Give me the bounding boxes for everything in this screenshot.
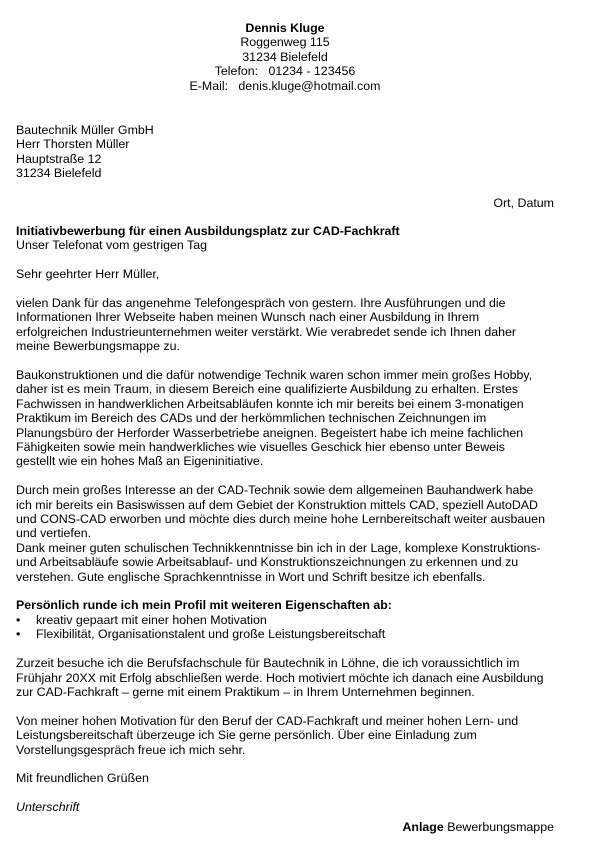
text-line: Vorstellungsgespräch freue ich mich sehr. <box>16 742 246 757</box>
text-line: Baukonstruktionen und die dafür notwendige Technik waren schon immer mein großes Hobby, <box>16 368 533 383</box>
recipient-company: Bautechnik Müller GmbH <box>16 123 154 137</box>
enclosure-label: Anlage <box>402 820 444 834</box>
subject-line: Initiativbewerbung für einen Ausbildungsplatz zur CAD-Fachkraft <box>16 224 400 238</box>
salutation: Sehr geehrter Herr Müller, <box>16 267 160 282</box>
paragraph-5 <box>16 714 556 757</box>
text-line: Leistungsbereitschaft überzeuge ich Sie gerne persönlich. Über eine Einladung zum <box>16 728 477 743</box>
text-line: Durch mein großes Interesse an der CAD-Technik sowie dem allgemeinen Bauhandwerk habe <box>16 483 534 498</box>
text-line: Informationen Ihrer Webseite haben meinen Wunsch nach einer Ausbildung in Ihrem <box>16 310 480 325</box>
text-line: meine Bewerbungsmappe zu. <box>16 339 180 354</box>
paragraph-4 <box>16 656 556 699</box>
text-line: daher ist es mein Traum, in diesem Bereich eine qualifizierte Ausbildung zu erhalten. Erstes <box>16 382 519 397</box>
text-line: Fachwissen in handwerklichen Arbeitsabläufen konnte ich mir bereits bei einem 3-monatigen <box>16 396 524 411</box>
text-line: Zurzeit besuche ich die Berufsfachschule für Bautechnik in Löhne, die ich voraussichtlich im <box>16 656 520 671</box>
sender-block <box>0 21 570 93</box>
text-line: zur CAD-Fachkraft – gerne mit einem Praktikum – in Ihrem Unternehmen beginnen. <box>16 684 475 699</box>
list-item <box>16 627 556 641</box>
sender-street: Roggenweg 115 <box>240 35 330 50</box>
closing: Mit freundlichen Grüßen <box>16 771 149 786</box>
bullet-icon: • <box>16 612 21 627</box>
text-line: Planungsbüro der Herforder Wasserbetriebe aneignen. Begeistert habe ich meine fachlichen <box>16 425 524 440</box>
enclosure-line <box>402 820 554 834</box>
enclosure-value: Bewerbungsmappe <box>447 820 554 834</box>
text-line: und vertiefen. <box>16 526 92 541</box>
text-line: verstehen. Gute englische Sprachkenntnisse in Wort und Schrift besitze ich ebenfalls. <box>16 569 486 584</box>
paragraph-3 <box>16 483 556 584</box>
sender-name: Dennis Kluge <box>245 21 325 35</box>
list-item-text: Flexibilität, Organisationstalent und große Leistungsbereitschaft <box>36 627 386 642</box>
sender-email: E-Mail: denis.kluge@hotmail.com <box>189 78 381 93</box>
recipient-person: Herr Thorsten Müller <box>16 137 130 152</box>
text-line: und CONS-CAD erworben und möchte dies durch meine hohe Lernbereitschaft weiter ausbauen <box>16 512 545 527</box>
reference-line: Unser Telefonat vom gestrigen Tag <box>16 238 208 253</box>
recipient-city: 31234 Bielefeld <box>16 166 102 181</box>
list-item <box>16 613 556 627</box>
paragraph-2 <box>16 368 556 469</box>
list-item-text: kreativ gepaart mit einer hohen Motivation <box>36 612 267 627</box>
text-line: gestellt wie ein hohes Maß an Eigeninitiative. <box>16 454 264 469</box>
bullet-icon: • <box>16 627 21 642</box>
text-line: ich mir bereits ein Basiswissen auf dem Gebiet der Konstruktion mittels CAD, speziell AutoDAD <box>16 497 538 512</box>
text-line: Praktikum im Bereich des CADs und der herkömmlichen technischen Zeichnungen im <box>16 411 487 426</box>
text-line: erfolgreichen Industrieunternehmen weiter verstärkt. Wie verabredet sende ich Ihnen daher <box>16 324 517 339</box>
text-line: Dank meiner guten schulischen Technikkenntnisse bin ich in der Lage, komplexe Konstruktions- <box>16 540 541 555</box>
sender-phone: Telefon: 01234 - 123456 <box>214 64 356 79</box>
profile-heading: Persönlich runde ich mein Profil mit weiteren Eigenschaften ab: <box>16 598 392 613</box>
paragraph-1 <box>16 296 556 354</box>
text-line: Von meiner hohen Motivation für den Beruf der CAD-Fachkraft und meiner hohen Lern- und <box>16 713 519 728</box>
sender-city: 31234 Bielefeld <box>242 49 328 64</box>
text-line: Fähigkeiten sowie mein handwerkliches wie visuelles Geschick hier ebenso unter Beweis <box>16 440 505 455</box>
place-date: Ort, Datum <box>493 196 554 210</box>
text-line: und Arbeitsabläufe sowie Arbeitsablauf- und Konstruktionszeichnungen zu erkennen und zu <box>16 555 519 570</box>
text-line: Frühjahr 20XX mit Erfolg abschließen werde. Hoch motiviert möchte ich danach eine Ausbildung <box>16 670 544 685</box>
recipient-street: Hauptstraße 12 <box>16 151 102 166</box>
recipient-block <box>16 123 154 181</box>
letter-body <box>16 224 556 815</box>
profile-bullet-list <box>16 613 556 642</box>
text-line: vielen Dank für das angenehme Telefongespräch von gestern. Ihre Ausführungen und die <box>16 296 506 310</box>
signature: Unterschrift <box>16 800 80 815</box>
